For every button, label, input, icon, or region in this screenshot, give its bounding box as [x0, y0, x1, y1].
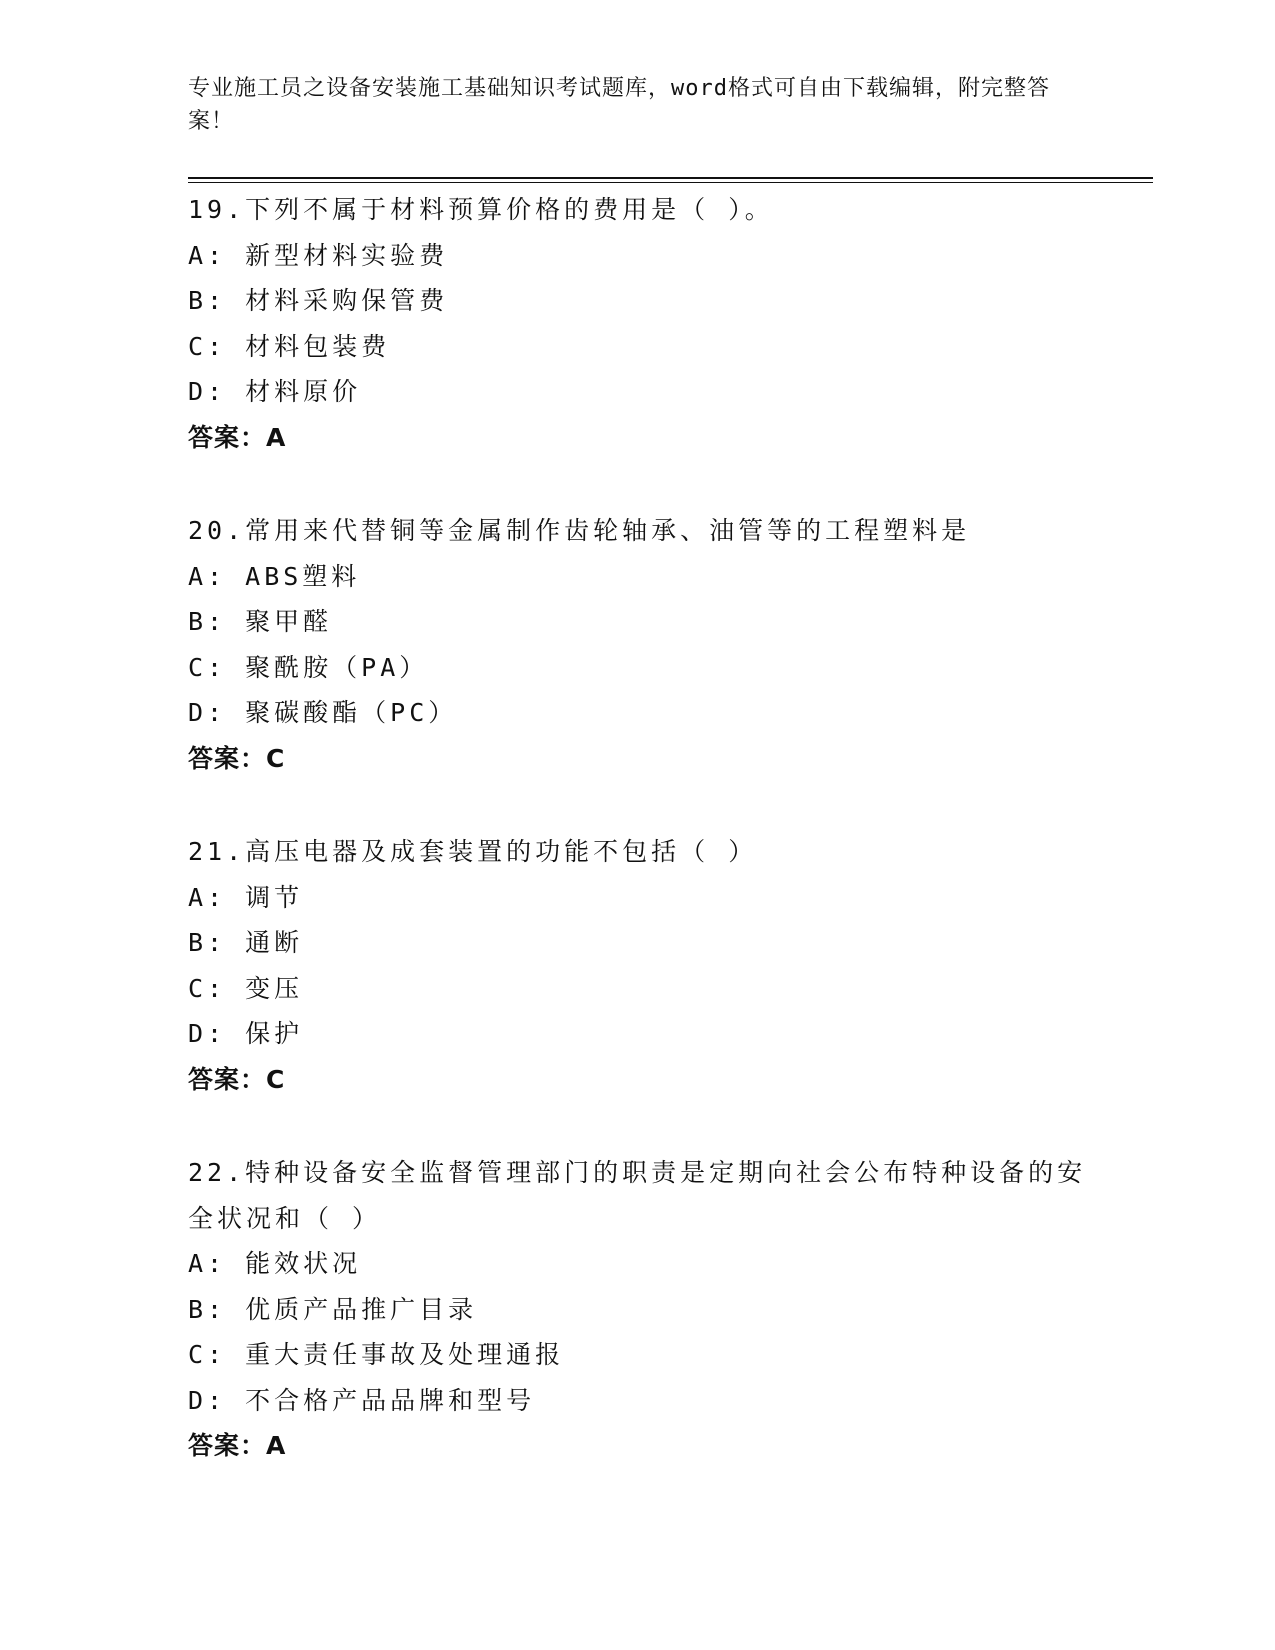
- question-20: [188, 508, 1088, 781]
- question-stem: 22.特种设备安全监督管理部门的职责是定期向社会公布特种设备的安全状况和（ ）: [188, 1158, 1087, 1233]
- option-c: C: 重大责任事故及处理通报: [188, 1340, 565, 1369]
- option-a: A: 能效状况: [188, 1249, 362, 1278]
- answer-label: 答案：A: [188, 1431, 287, 1460]
- option-d: D: 保护: [188, 1019, 304, 1048]
- option-b: B: 通断: [188, 928, 304, 957]
- option-c: C: 聚酰胺（PA）: [188, 652, 429, 682]
- option-b: B: 材料采购保管费: [188, 286, 449, 315]
- option-d: D: 不合格产品品牌和型号: [188, 1385, 536, 1415]
- option-a: A: 调节: [188, 882, 304, 912]
- option-d: D: 聚碳酸酯（PC）: [188, 698, 458, 727]
- option-b: B: 优质产品推广目录: [188, 1294, 478, 1324]
- question-stem: 20.常用来代替铜等金属制作齿轮轴承、油管等的工程塑料是: [188, 516, 971, 545]
- header-note: 专业施工员之设备安装施工基础知识考试题库，word格式可自由下载编辑，附完整答案！: [188, 76, 1050, 134]
- question-list: [188, 187, 1088, 1517]
- option-a: A: 新型材料实验费: [188, 240, 449, 270]
- answer-label: 答案：C: [188, 1064, 286, 1094]
- question-19: [188, 187, 1088, 460]
- answer-label: 答案：A: [188, 422, 287, 452]
- question-stem: 21.高压电器及成套装置的功能不包括（ ）: [188, 837, 758, 866]
- option-b: B: 聚甲醛: [188, 607, 333, 636]
- option-c: C: 变压: [188, 973, 304, 1003]
- question-stem: 19.下列不属于材料预算价格的费用是（ ）。: [188, 195, 774, 224]
- header-divider-thick: [188, 177, 1153, 179]
- option-c: C: 材料包装费: [188, 331, 391, 361]
- header-divider-thin: [188, 182, 1153, 183]
- question-22: [188, 1150, 1088, 1469]
- option-a: A: ABS塑料: [188, 561, 361, 591]
- option-d: D: 材料原价: [188, 377, 362, 406]
- question-21: [188, 829, 1088, 1102]
- answer-label: 答案：C: [188, 743, 286, 773]
